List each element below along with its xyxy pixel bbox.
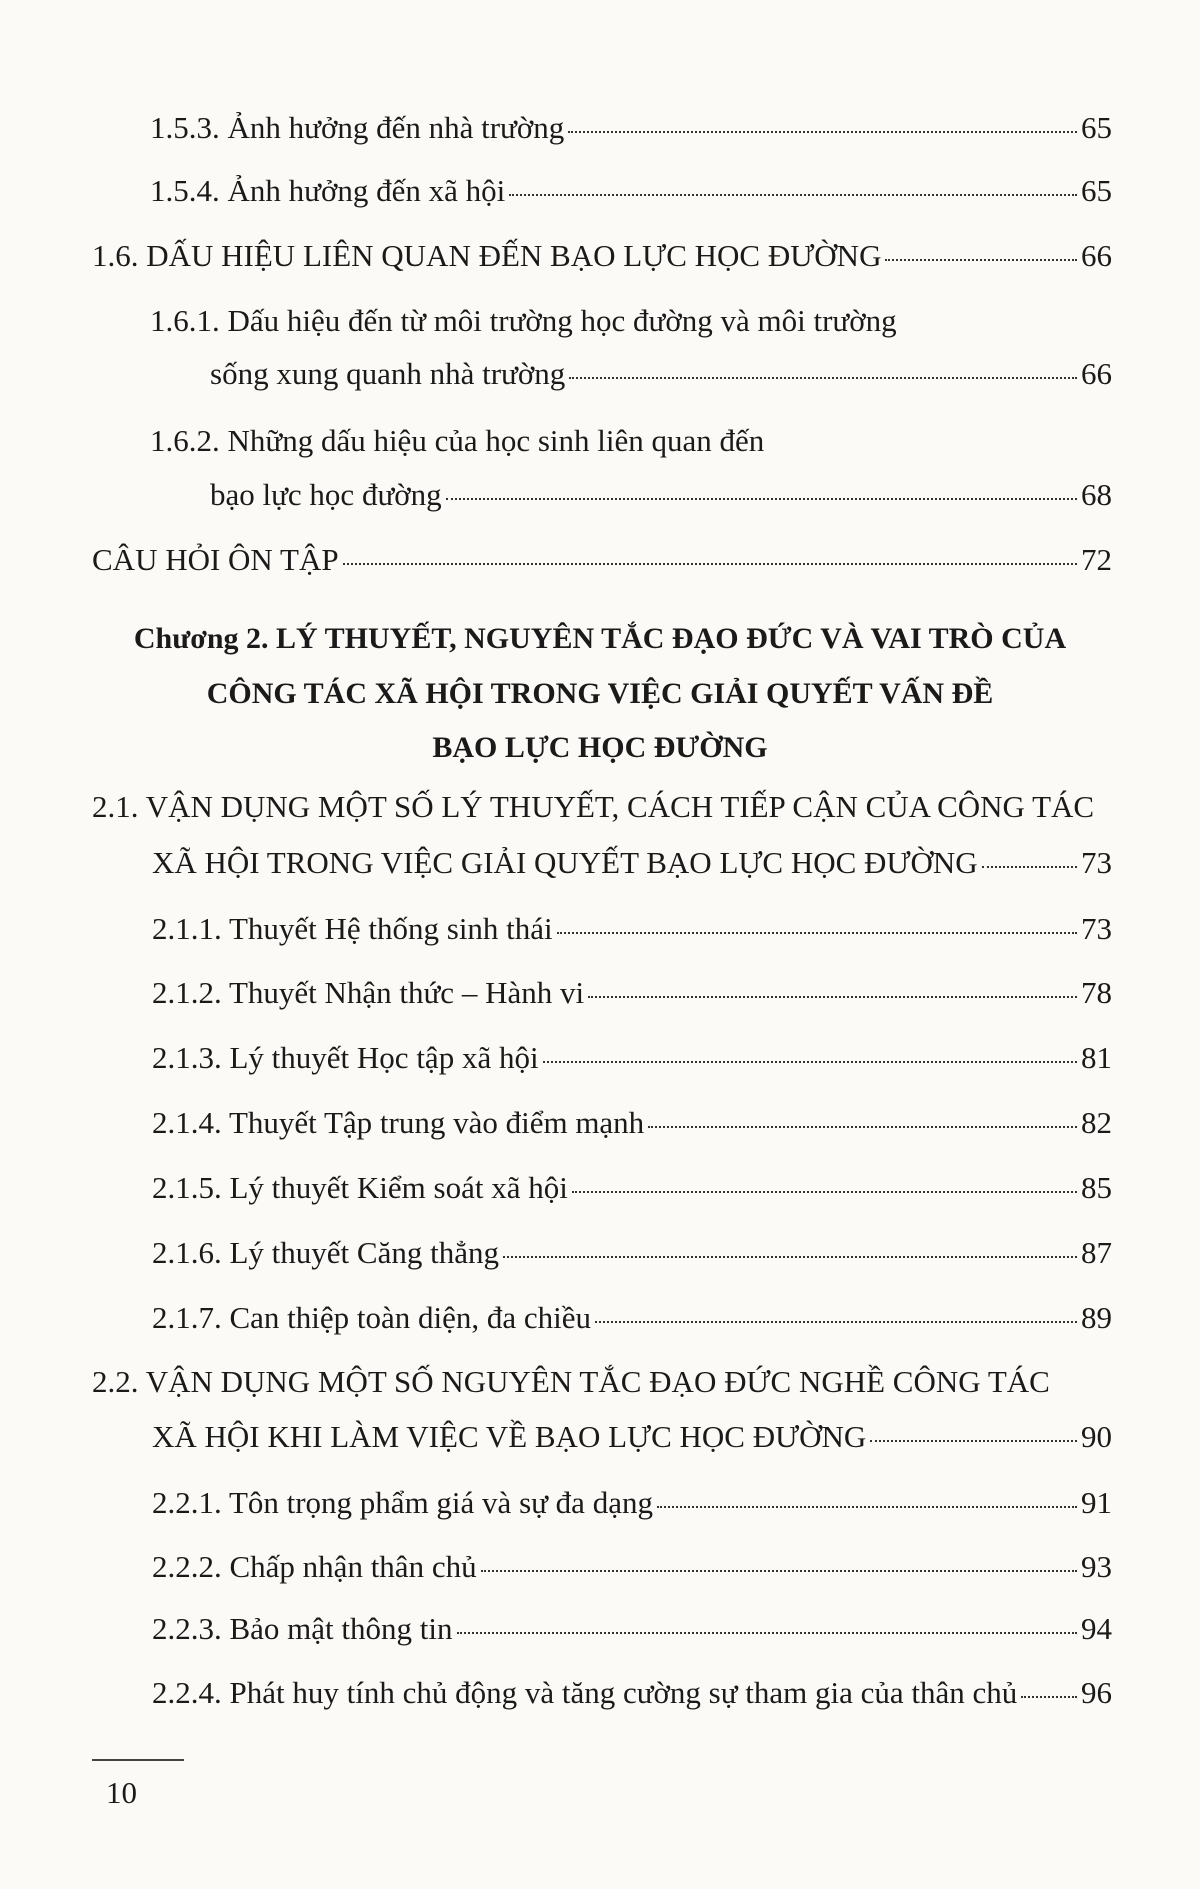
toc-entry-page: 73 <box>1081 845 1112 880</box>
dot-leader <box>870 1440 1077 1442</box>
dot-leader <box>1021 1696 1077 1698</box>
chapter-heading: BẠO LỰC HỌC ĐƯỜNG <box>432 731 768 764</box>
toc-entry-page: 90 <box>1081 1419 1112 1454</box>
toc-entry-page: 68 <box>1081 477 1112 512</box>
toc-entry-label: 2.2.3. Bảo mật thông tin <box>152 1611 453 1646</box>
dot-leader <box>885 259 1077 261</box>
toc-entry <box>92 240 1112 271</box>
toc-entry <box>152 1551 1112 1582</box>
dot-leader <box>657 1506 1077 1508</box>
dot-leader <box>572 1191 1077 1193</box>
page-number: 10 <box>106 1775 137 1810</box>
toc-entry <box>152 1107 1112 1138</box>
toc-entry <box>152 1237 1112 1268</box>
toc-entry-page: 78 <box>1081 975 1112 1010</box>
toc-entry-label: 2.2. VẬN DỤNG MỘT SỐ NGUYÊN TẮC ĐẠO ĐỨC NGHỀ CÔNG TÁC <box>92 1364 1050 1399</box>
toc-entry-label: 2.2.1. Tôn trọng phẩm giá và sự đa dạng <box>152 1485 653 1520</box>
toc-entry-label: 2.1.7. Can thiệp toàn diện, đa chiều <box>152 1300 592 1335</box>
toc-entry-label: XÃ HỘI KHI LÀM VIỆC VỀ BẠO LỰC HỌC ĐƯỜNG <box>152 1419 867 1454</box>
chapter-heading: Chương 2. LÝ THUYẾT, NGUYÊN TẮC ĐẠO ĐỨC VÀ VAI TRÒ CỦA <box>133 622 1067 655</box>
dot-leader <box>648 1126 1077 1128</box>
dot-leader <box>481 1570 1077 1572</box>
toc-entry <box>152 1042 1112 1073</box>
toc-entry <box>152 977 1112 1008</box>
toc-entry-label: 1.6.2. Những dấu hiệu của học sinh liên quan đến <box>150 423 765 458</box>
toc-entry-page: 87 <box>1081 1235 1112 1270</box>
dot-leader <box>982 866 1077 868</box>
toc-entry-label: 2.1.5. Lý thuyết Kiểm soát xã hội <box>152 1170 568 1205</box>
toc-entry-label: sống xung quanh nhà trường <box>210 356 566 391</box>
toc-entry-label: XÃ HỘI TRONG VIỆC GIẢI QUYẾT BẠO LỰC HỌC ĐƯỜNG <box>152 845 978 880</box>
toc-entry-page: 81 <box>1081 1040 1112 1075</box>
dot-leader <box>543 1061 1077 1063</box>
toc-entry-label: 1.6.1. Dấu hiệu đến từ môi trường học đường và môi trường <box>150 303 897 338</box>
toc-entry-page: 66 <box>1081 356 1112 391</box>
toc-entry-page: 91 <box>1081 1485 1112 1520</box>
toc-entry-label: 2.1. VẬN DỤNG MỘT SỐ LÝ THUYẾT, CÁCH TIẾP CẬN CỦA CÔNG TÁC <box>92 789 1095 824</box>
dot-leader <box>588 996 1077 998</box>
toc-entry <box>92 544 1112 575</box>
toc-entry-label: 2.1.1. Thuyết Hệ thống sinh thái <box>152 911 553 946</box>
dot-leader <box>457 1632 1077 1634</box>
toc-entry-page: 73 <box>1081 911 1112 946</box>
toc-entry <box>152 847 1112 878</box>
toc-entry-label: 2.1.3. Lý thuyết Học tập xã hội <box>152 1040 539 1075</box>
toc-entry-label: 1.6. DẤU HIỆU LIÊN QUAN ĐẾN BẠO LỰC HỌC ĐƯỜNG <box>92 238 882 273</box>
dot-leader <box>446 498 1077 500</box>
toc-entry-label: 2.2.2. Chấp nhận thân chủ <box>152 1549 477 1584</box>
toc-entry-label: 2.1.2. Thuyết Nhận thức – Hành vi <box>152 975 585 1010</box>
footer-divider <box>92 1759 184 1761</box>
toc-entry-page: 93 <box>1081 1549 1112 1584</box>
toc-entry <box>152 1613 1112 1644</box>
dot-leader <box>343 563 1077 565</box>
toc-entry <box>152 1487 1112 1518</box>
toc-entry-label: 1.5.3. Ảnh hưởng đến nhà trường <box>150 110 565 145</box>
toc-entry-label: CÂU HỎI ÔN TẬP <box>92 542 339 577</box>
dot-leader <box>557 932 1077 934</box>
dot-leader <box>569 377 1077 379</box>
toc-entry-page: 82 <box>1081 1105 1112 1140</box>
dot-leader <box>595 1321 1077 1323</box>
toc-entry-label: 2.1.6. Lý thuyết Căng thẳng <box>152 1235 499 1270</box>
chapter-heading: CÔNG TÁC XÃ HỘI TRONG VIỆC GIẢI QUYẾT VẤN ĐỀ <box>206 677 994 710</box>
toc-entry-page: 85 <box>1081 1170 1112 1205</box>
toc-entry-page: 66 <box>1081 238 1112 273</box>
toc-entry <box>152 1172 1112 1203</box>
dot-leader <box>568 131 1077 133</box>
toc-entry-page: 89 <box>1081 1300 1112 1335</box>
toc-entry <box>152 1677 1112 1708</box>
toc-entry-page: 94 <box>1081 1611 1112 1646</box>
toc-entry-label: 2.2.4. Phát huy tính chủ động và tăng cường sự tham gia của thân chủ <box>152 1675 1018 1710</box>
toc-entry <box>152 1302 1112 1333</box>
toc-entry-label: bạo lực học đường <box>210 477 442 512</box>
dot-leader <box>509 194 1077 196</box>
toc-entry <box>152 913 1112 944</box>
toc-entry <box>150 112 1112 143</box>
toc-entry-page: 65 <box>1081 173 1112 208</box>
toc-entry <box>152 1421 1112 1452</box>
toc-entry-page: 65 <box>1081 110 1112 145</box>
toc-entry <box>150 175 1112 206</box>
dot-leader <box>503 1256 1077 1258</box>
toc-entry <box>210 358 1112 389</box>
toc-entry-page: 96 <box>1081 1675 1112 1710</box>
toc-entry <box>210 479 1112 510</box>
toc-entry-label: 2.1.4. Thuyết Tập trung vào điểm mạnh <box>152 1105 645 1140</box>
toc-entry-label: 1.5.4. Ảnh hưởng đến xã hội <box>150 173 506 208</box>
toc-entry-page: 72 <box>1081 542 1112 577</box>
